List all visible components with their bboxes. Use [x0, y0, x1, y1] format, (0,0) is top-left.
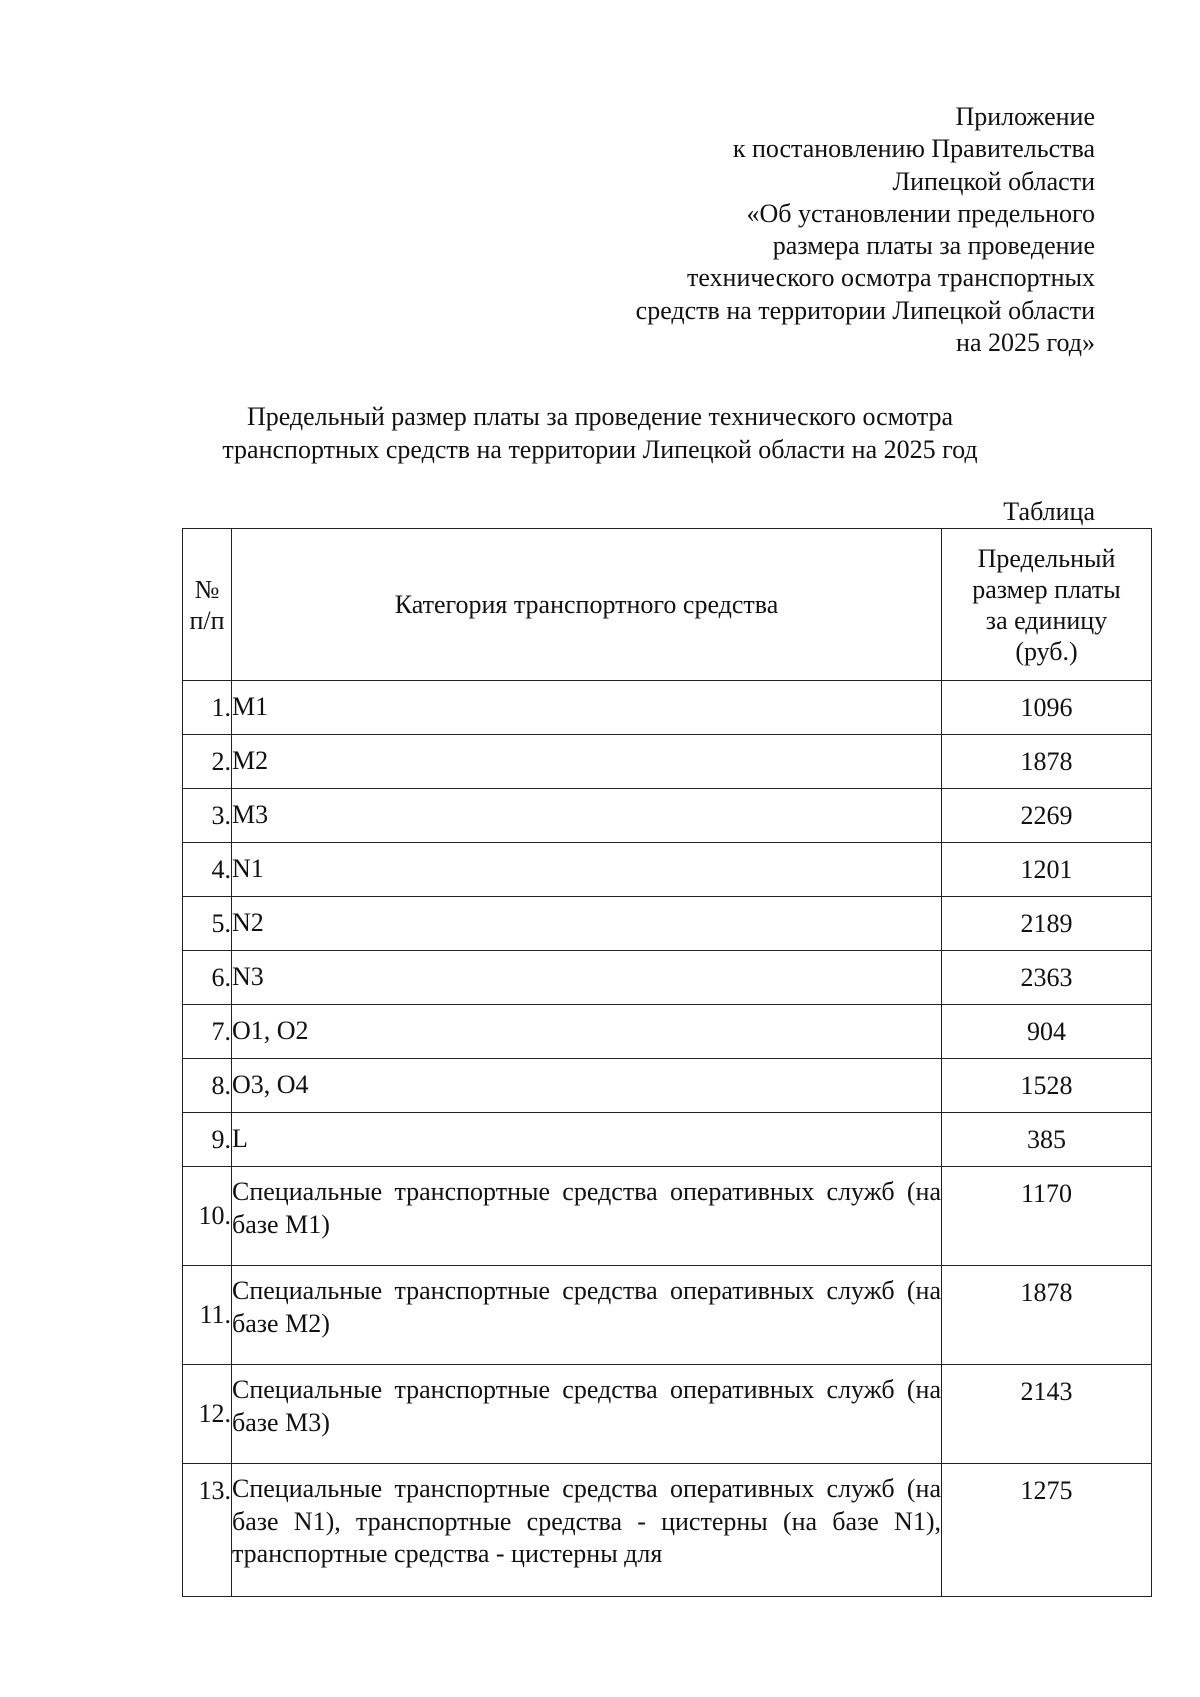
appendix-line: средств на территории Липецкой области: [635, 295, 1095, 325]
row-category: M1: [232, 681, 942, 735]
row-number: 6.: [183, 951, 232, 1005]
title-line-1: Предельный размер платы за проведение технического осмотра: [246, 402, 954, 431]
header-number-sign: №: [194, 574, 220, 604]
appendix-line: «Об установлении предельного: [746, 198, 1095, 228]
row-price: 2363: [942, 951, 1152, 1005]
appendix-line: Приложение: [955, 102, 1095, 131]
row-price: 1170: [942, 1167, 1152, 1266]
row-price: 1275: [942, 1464, 1152, 1597]
table-row: [183, 951, 1152, 1005]
row-category: Специальные транспортные средства оперативных служб (на базе M3): [232, 1365, 942, 1464]
row-number: 5.: [183, 897, 232, 951]
row-price: 1878: [942, 735, 1152, 789]
appendix-line: Липецкой области: [892, 166, 1095, 196]
title-line-2: транспортных средств на территории Липецкой области на 2025 год: [222, 435, 978, 464]
row-number: 9.: [183, 1113, 232, 1167]
row-number: 3.: [183, 789, 232, 843]
appendix-line: на 2025 год»: [956, 328, 1095, 358]
table-row: [183, 681, 1152, 735]
row-number: 10.: [183, 1167, 232, 1266]
table-caption: Таблица: [1003, 497, 1095, 526]
header-price-line: размер платы: [972, 574, 1121, 604]
table-row: [183, 1266, 1152, 1365]
header-price-line: за единицу: [985, 605, 1108, 635]
table-row: [183, 843, 1152, 897]
appendix-line: размера платы за проведение: [772, 231, 1095, 261]
row-number: 12.: [183, 1365, 232, 1464]
appendix-header: [636, 101, 1095, 359]
row-price: 2269: [942, 789, 1152, 843]
row-number: 7.: [183, 1005, 232, 1059]
table-row: [183, 1464, 1152, 1597]
row-number: 4.: [183, 843, 232, 897]
table-header-row: [183, 529, 1152, 681]
row-category: Специальные транспортные средства оперативных служб (на базе M2): [232, 1266, 942, 1365]
row-category: M3: [232, 789, 942, 843]
table-row: [183, 789, 1152, 843]
header-category: Категория транспортного средства: [232, 529, 942, 681]
row-number: 13.: [183, 1464, 232, 1597]
header-number: [183, 529, 232, 681]
row-price: 385: [942, 1113, 1152, 1167]
row-category: O1, O2: [232, 1005, 942, 1059]
header-number-abbr: п/п: [189, 605, 225, 635]
table-row: [183, 735, 1152, 789]
table-row: [183, 1113, 1152, 1167]
row-category: L: [232, 1113, 942, 1167]
table-row: [183, 1167, 1152, 1266]
row-price: 1096: [942, 681, 1152, 735]
row-price: 904: [942, 1005, 1152, 1059]
row-number: 8.: [183, 1059, 232, 1113]
document-title: [0, 400, 1200, 466]
header-price: [942, 529, 1152, 681]
row-number: 1.: [183, 681, 232, 735]
row-price: 1201: [942, 843, 1152, 897]
row-category: N1: [232, 843, 942, 897]
row-number: 2.: [183, 735, 232, 789]
appendix-line: технического осмотра транспортных: [686, 263, 1095, 293]
header-price-line: (руб.): [1015, 636, 1078, 666]
row-category: M2: [232, 735, 942, 789]
header-price-line: Предельный: [977, 543, 1116, 573]
row-number: 11.: [183, 1266, 232, 1365]
table-row: [183, 1365, 1152, 1464]
row-category: Специальные транспортные средства оперативных служб (на базе M1): [232, 1167, 942, 1266]
row-category: O3, O4: [232, 1059, 942, 1113]
appendix-line: к постановлению Правительства: [732, 134, 1095, 164]
table-row: [183, 897, 1152, 951]
tariff-table: [182, 528, 1152, 1597]
row-category: Специальные транспортные средства оперативных служб (на базе N1), транспортные средства - цистерны (на базе N1), транспортные средства - цистерны для: [232, 1464, 942, 1597]
row-price: 2189: [942, 897, 1152, 951]
row-category: N2: [232, 897, 942, 951]
row-price: 1878: [942, 1266, 1152, 1365]
row-category: N3: [232, 951, 942, 1005]
row-price: 1528: [942, 1059, 1152, 1113]
table-row: [183, 1059, 1152, 1113]
row-price: 2143: [942, 1365, 1152, 1464]
table-row: [183, 1005, 1152, 1059]
